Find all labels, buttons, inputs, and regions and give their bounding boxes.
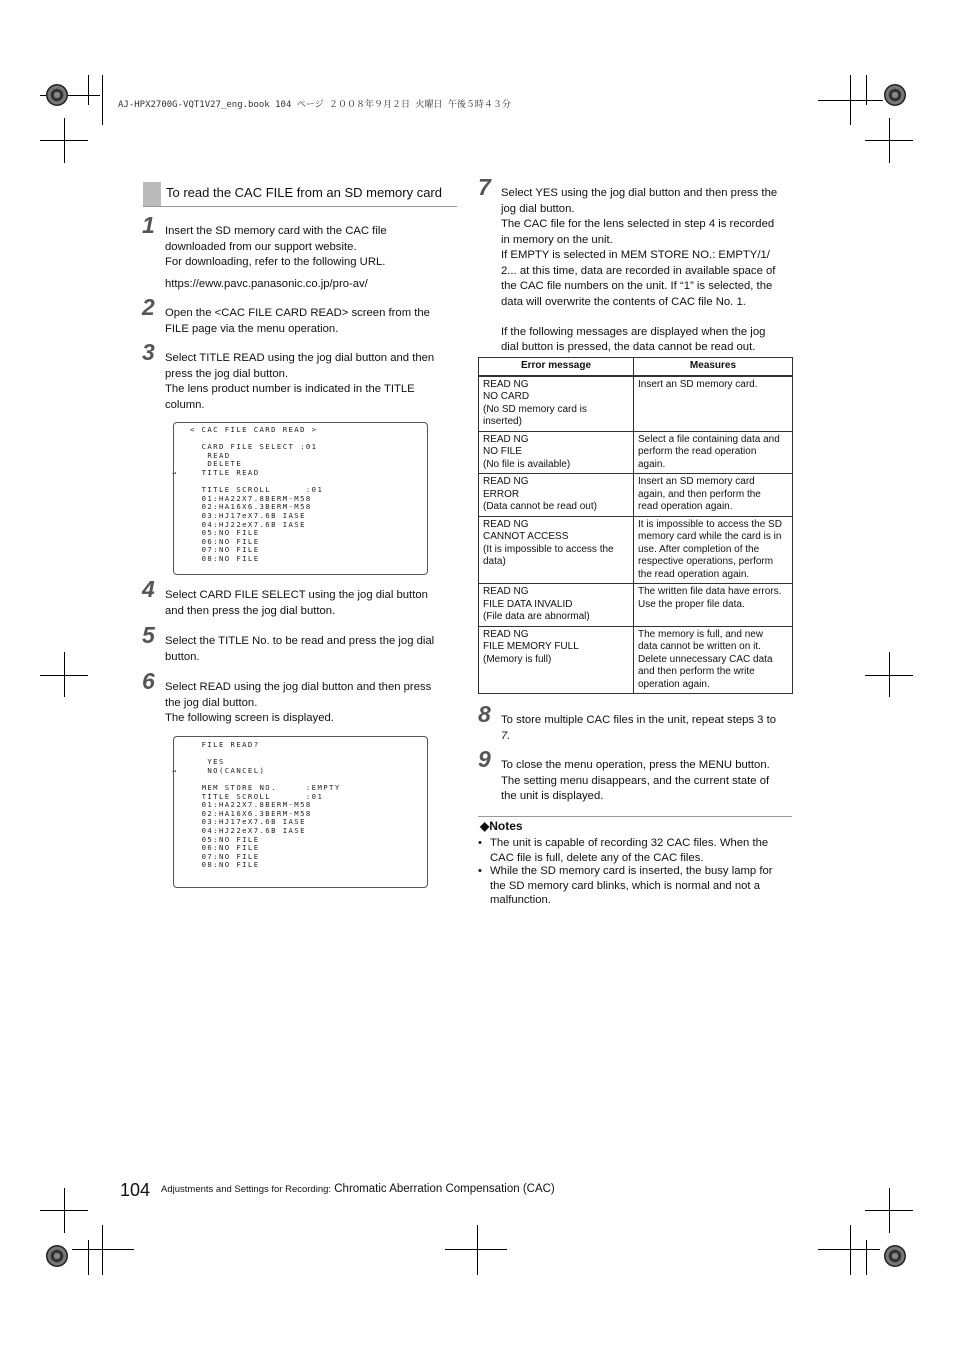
step-text: dial button is pressed, the data cannot be read out. (501, 341, 756, 353)
screen-line: 08:NO FILE (190, 860, 260, 870)
table-row (479, 474, 793, 517)
footer-title: Chromatic Aberration Compensation (CAC) (334, 1183, 555, 1195)
measure-cell (634, 431, 793, 474)
cell-line: respective operations, perform (638, 556, 774, 567)
column-header-error: Error message (479, 358, 634, 376)
cell-line: again, and then perform the (638, 488, 761, 500)
step-5 (142, 622, 455, 665)
cell-line: Delete unnecessary CAC data (638, 653, 773, 665)
cell-line: ERROR (483, 488, 520, 500)
screen-line: CARD FILE SELECT :01 (190, 442, 318, 452)
column-header-measures: Measures (634, 358, 793, 376)
step-number: 2 (142, 294, 155, 320)
cell-line: READ NG (483, 586, 529, 597)
cursor-arrow-icon: → (172, 765, 178, 775)
step-9 (478, 746, 793, 805)
step-number: 1 (142, 212, 155, 238)
error-message-cell (479, 626, 634, 694)
cell-line: Insert an SD memory card. (638, 378, 758, 390)
screen-line: 08:NO FILE (190, 553, 260, 563)
step-text: If the following messages are displayed when the jog (501, 325, 766, 338)
step-text: Insert the SD memory card with the CAC file (165, 225, 387, 237)
cell-line: and then perform the write (638, 666, 755, 677)
step-text: Select READ using the jog dial button and then press (165, 681, 432, 693)
cell-line: Insert an SD memory card (638, 476, 755, 487)
notes-divider (478, 816, 792, 817)
cell-line: READ NG (483, 476, 529, 487)
error-message-cell (479, 431, 634, 474)
step-text: The following screen is displayed. (165, 712, 334, 724)
screen-line: YES (190, 757, 225, 767)
step-text: The lens product number is indicated in the TITLE (165, 383, 415, 395)
screen-line: 06:NO FILE (190, 536, 260, 546)
measure-cell (634, 626, 793, 694)
cell-line: perform the read operation (638, 446, 757, 457)
step-number: 6 (142, 668, 155, 694)
support-url: https://eww.pavc.panasonic.co.jp/pro-av/ (165, 277, 368, 290)
cell-line: use. After completion of the (638, 543, 760, 555)
cell-line: The written file data have errors. (638, 586, 782, 597)
cell-line: memory card while the card is in (638, 531, 782, 542)
step-text: Select the TITLE No. to be read and press the jog dial (165, 635, 435, 647)
print-header-line: AJ-HPX2700G-VQT1V27_eng.book 104 ページ ２００８年９月２日 火曜日 午後５時４３分 (118, 100, 511, 110)
cell-line: (It is impossible to access the (483, 543, 614, 555)
screen-line: 03:HJ17eX7.6B IASE (190, 817, 306, 827)
notes-title: ◆Notes (480, 819, 523, 833)
step-number: 7 (478, 174, 491, 200)
page-footer (161, 1183, 555, 1195)
screen-line: 05:NO FILE (190, 528, 260, 538)
cell-line: read operation again. (638, 501, 733, 512)
cell-line: It is impossible to access the SD (638, 518, 782, 530)
cell-line: data cannot be written on it. (638, 641, 761, 652)
screen-line: 04:HJ22eX7.6B IASE (190, 519, 306, 529)
note-item (478, 864, 790, 908)
step-number: 3 (142, 339, 155, 365)
screen-line: 01:HA22X7.8BERM-M58 (190, 493, 312, 503)
screen-line: 02:HA16X6.3BERM-M58 (190, 502, 312, 512)
step-7 (478, 174, 793, 356)
table-row (479, 626, 793, 694)
note-line: CAC file is full, delete any of the CAC files. (490, 851, 704, 864)
error-message-cell (479, 376, 634, 432)
cell-line: The memory is full, and new (638, 628, 764, 640)
bullet: • (478, 837, 482, 849)
step-text: button. (165, 650, 200, 663)
note-item (478, 836, 790, 865)
cell-line: READ NG (483, 433, 529, 445)
step-number: 9 (478, 746, 491, 772)
screen-line: 06:NO FILE (190, 843, 260, 853)
screen-line: 04:HJ22eX7.6B IASE (190, 825, 306, 835)
note-line: the SD memory card blinks, which is normal and not a (490, 879, 760, 892)
step-text: The CAC file for the lens selected in step 4 is recorded (501, 218, 775, 230)
cell-line: again. (638, 458, 666, 470)
cell-line: NO FILE (483, 446, 522, 457)
step-text: Select TITLE READ using the jog dial button and then (165, 352, 435, 364)
bullet: • (478, 865, 482, 877)
cell-line: Select a file containing data and (638, 433, 780, 445)
cell-line: (Memory is full) (483, 653, 552, 665)
screen-line: TITLE SCROLL :01 (190, 485, 324, 495)
step-text: jog dial button. (501, 202, 575, 215)
error-message-cell (479, 474, 634, 517)
cell-line: (No SD memory card is (483, 403, 587, 415)
screen-line: 02:HA16X6.3BERM-M58 (190, 808, 312, 818)
cell-line: data) (483, 556, 506, 567)
cell-line: READ NG (483, 378, 529, 390)
cursor-arrow-icon: → (172, 467, 178, 477)
step-text: Open the <CAC FILE CARD READ> screen from the (165, 307, 430, 319)
step-text: For downloading, refer to the following URL. (165, 256, 386, 268)
cell-line: inserted) (483, 416, 522, 427)
table-row (479, 376, 793, 432)
step-text: data will overwrite the contents of CAC file No. 1. (501, 295, 746, 308)
screen-line: 05:NO FILE (190, 834, 260, 844)
step-8 (478, 701, 793, 744)
step-text: the unit is displayed. (501, 790, 604, 802)
file-read-confirm-screen (173, 736, 428, 888)
step-text: Select YES using the jog dial button and then press the (501, 187, 778, 199)
screen-line: TITLE SCROLL :01 (190, 791, 324, 801)
screen-line: < CAC FILE CARD READ > (190, 425, 318, 434)
step-text: downloaded from our support website. (165, 240, 357, 253)
step-number: 4 (142, 576, 155, 602)
cell-line: NO CARD (483, 391, 530, 402)
cell-line: Use the proper file data. (638, 598, 745, 610)
measure-cell (634, 516, 793, 584)
measure-cell (634, 584, 793, 627)
cell-line: (Data cannot be read out) (483, 501, 597, 512)
step-text: column. (165, 398, 205, 411)
screen-line (190, 750, 427, 759)
table-row (479, 516, 793, 584)
step-text: To store multiple CAC files in the unit, repeat steps 3 to (501, 714, 777, 726)
cell-line: (File data are abnormal) (483, 611, 590, 622)
step-text: 2... at this time, data are recorded in available space of (501, 264, 776, 277)
card-read-screen (173, 422, 428, 575)
cell-line: FILE DATA INVALID (483, 598, 573, 610)
screen-line: DELETE (190, 459, 243, 469)
cell-line: (No file is available) (483, 458, 571, 470)
cell-line: operation again. (638, 678, 710, 690)
step-text: If EMPTY is selected in MEM STORE NO.: EMPTY/1/ (501, 249, 770, 261)
section-heading (143, 182, 457, 207)
step-1 (142, 212, 455, 292)
step-text: Select CARD FILE SELECT using the jog dial button (165, 589, 428, 601)
step-text: To close the menu operation, press the MENU button. (501, 759, 770, 771)
screen-line: MEM STORE NO. :EMPTY (190, 782, 341, 792)
step-text: the CAC file numbers on the unit. If “1” is selected, the (501, 280, 773, 292)
cell-line: the read operation again. (638, 568, 750, 580)
step-number: 5 (142, 622, 155, 648)
measure-cell (634, 474, 793, 517)
measure-cell (634, 376, 793, 432)
screen-line: 03:HJ17eX7.6B IASE (190, 510, 306, 520)
screen-line: 07:NO FILE (190, 851, 260, 861)
table-header-row (479, 358, 793, 376)
cell-line: FILE MEMORY FULL (483, 641, 579, 652)
step-text: the jog dial button. (165, 696, 258, 709)
table-row (479, 431, 793, 474)
screen-line: READ (190, 450, 231, 460)
screen-line: TITLE READ (190, 467, 260, 477)
step-3 (142, 339, 455, 413)
note-line: While the SD memory card is inserted, the busy lamp for (490, 865, 773, 877)
step-6 (142, 668, 455, 727)
screen-line: 01:HA22X7.8BERM-M58 (190, 800, 312, 810)
screen-line: NO(CANCEL) (190, 765, 266, 775)
page-number: 104 (120, 1180, 151, 1200)
step-4 (142, 576, 455, 619)
step-text: press the jog dial button. (165, 367, 289, 380)
step-text (501, 310, 793, 325)
screen-line: 07:NO FILE (190, 545, 260, 555)
step-number: 8 (478, 701, 491, 727)
step-text: 7. (501, 729, 511, 742)
step-text: and then press the jog dial button. (165, 604, 336, 617)
step-text: The setting menu disappears, and the current state of (501, 774, 770, 787)
step-text: FILE page via the menu operation. (165, 322, 339, 335)
section-title: To read the CAC FILE from an SD memory card (166, 185, 442, 200)
step-2 (142, 294, 455, 337)
footer-prefix: Adjustments and Settings for Recording: (161, 1184, 332, 1195)
screen-line: FILE READ? (190, 740, 260, 749)
cell-line: READ NG (483, 628, 529, 640)
cell-line: CANNOT ACCESS (483, 531, 569, 542)
section-heading-bar (143, 182, 161, 206)
cell-line: READ NG (483, 518, 529, 530)
error-messages-table (478, 357, 793, 694)
note-line: The unit is capable of recording 32 CAC files. When the (490, 837, 769, 849)
note-line: malfunction. (490, 894, 551, 906)
step-text: in memory on the unit. (501, 233, 613, 246)
error-message-cell (479, 516, 634, 584)
error-message-cell (479, 584, 634, 627)
table-row (479, 584, 793, 627)
